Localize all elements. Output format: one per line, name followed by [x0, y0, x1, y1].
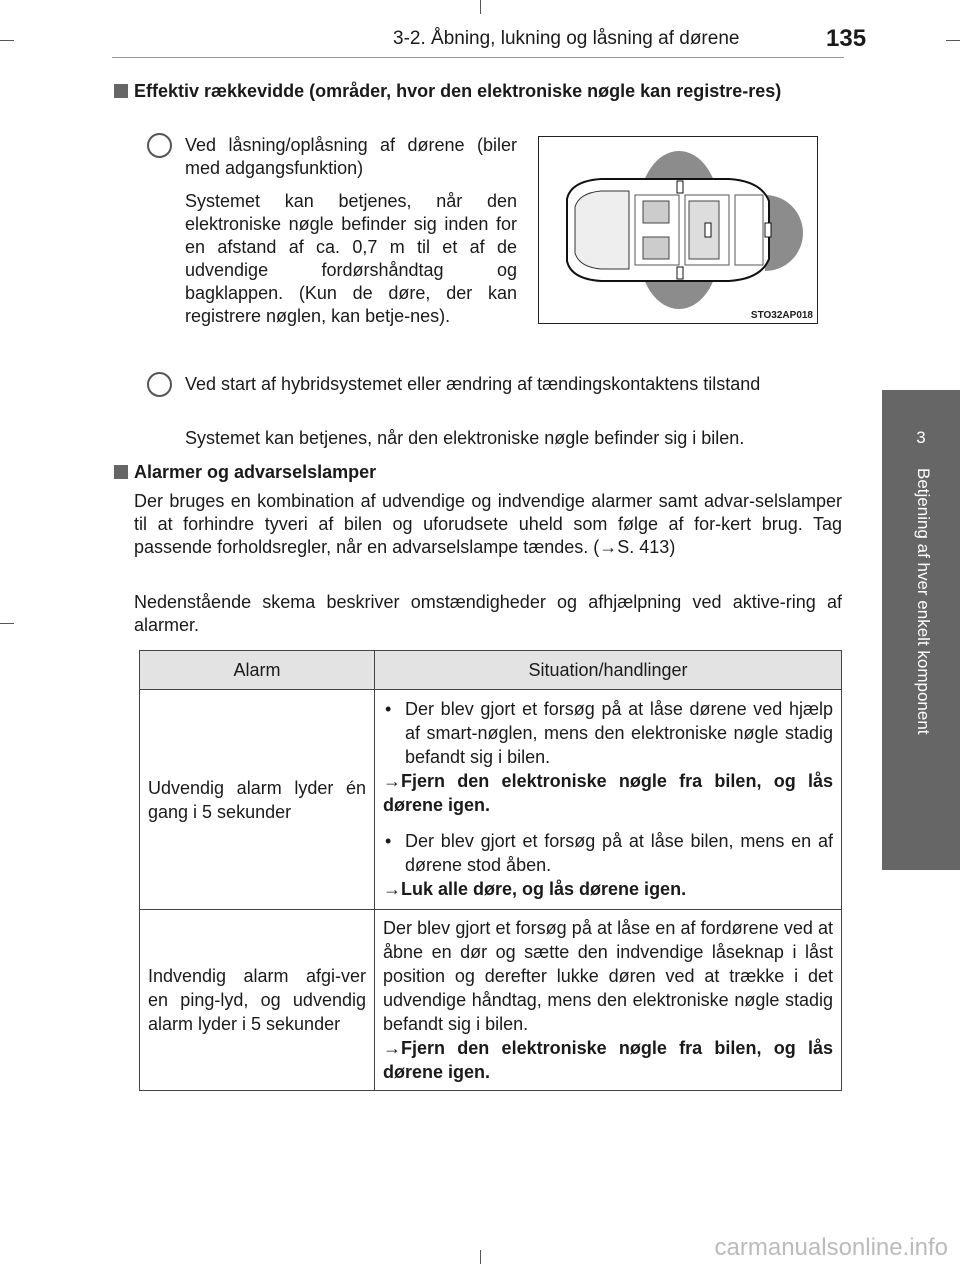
crop-mark [0, 40, 14, 41]
crop-mark [0, 623, 14, 624]
section-heading-alarms: Alarmer og advarselslamper [134, 462, 377, 482]
table-row [140, 690, 842, 910]
item1-title: Ved låsning/oplåsning af dørene (biler med adgangsfunktion) [185, 135, 517, 178]
alarm-table [139, 650, 842, 1091]
page-reference-link[interactable]: S. 413) [617, 537, 676, 557]
situation-bullet: • Der blev gjort et forsøg på at låse dørene ved hjælp af smart-nøglen, mens den elektroniske nøgle stadig befandt sig i bilen. [385, 698, 833, 767]
crop-mark [480, 0, 481, 14]
chapter-number: 3 [916, 428, 926, 447]
item2-title: Ved start af hybridsystemet eller ændring af tændingskontaktens tilstand [185, 374, 761, 394]
alarms-paragraph-1-text: Der bruges en kombination af udvendige og indvendige alarmer samt advar-selslamper til at forhindre tyveri af bilen og uforudsete uheld som følge af for-kert brug. Tag passende forholdsregler, når en advarselslampe tændes. [134, 491, 842, 557]
chapter-title: Betjening af hver enkelt komponent [914, 468, 933, 735]
situation-cell [375, 690, 842, 910]
item1-text: Systemet kan betjenes, når den elektroniske nøgle befinder sig inden for en afstand af ca. 0,7 m til et af de udvendige fordørshåndtag og bagklappen. (Kun de døre, der kan registrere nøglen, kan betje-nes). [185, 191, 517, 326]
item2-text: Systemet kan betjenes, når den elektroniske nøgle befinder sig i bilen. [185, 428, 745, 448]
action-text: →Fjern den elektroniske nøgle fra bilen, og lås dørene igen. [383, 770, 833, 815]
alarms-paragraph-1: Der bruges en kombination af udvendige og indvendige alarmer samt advar-selslamper til at forhindre tyveri af bilen og uforudsete uheld som følge af for-kert brug. Tag passende forholdsregler, når en advarselslampe tændes. (→S. 413) [134, 491, 842, 557]
page-number: 135 [826, 25, 867, 52]
action-text: →Luk alle døre, og lås dørene igen. [383, 878, 687, 899]
action-text: →Fjern den elektroniske nøgle fra bilen, og lås dørene igen. [383, 1038, 833, 1082]
situation-bullet: • Der blev gjort et forsøg på at låse bilen, mens en af dørene stod åben. [385, 830, 833, 875]
crop-mark [946, 40, 960, 41]
car-top-view-illustration [539, 137, 817, 323]
alarms-paragraph-2: Nedenstående skema beskriver omstændigheder og afhjælpning ved aktive-ring af alarmer. [134, 592, 842, 635]
action-arrow-icon: → [383, 770, 401, 791]
square-bullet-icon [114, 84, 128, 103]
alarm-cell: Udvendig alarm lyder én gang i 5 sekunder [140, 690, 375, 910]
footer-watermark-url: carmanualsonline.info [714, 1234, 948, 1261]
crop-mark [480, 1250, 481, 1264]
square-bullet-icon [114, 465, 128, 484]
action-arrow-icon: → [383, 1038, 401, 1058]
header-section-title: 3-2. Åbning, lukning og låsning af dørene [393, 28, 740, 49]
chapter-side-tab [882, 390, 960, 870]
chapter-title-wrap [882, 468, 960, 858]
situation-text: Der blev gjort et forsøg på at låse en af fordørene ved at åbne en dør og sætte den indvendige låseknap i låst position og derefter lukke døren ved at trække i det udvendige håndtag, mens den elektroniske nøgle stadig befandt sig i bilen. [383, 918, 833, 1034]
circle-bullet-icon [147, 372, 172, 397]
table-header-row [140, 651, 842, 690]
column-header-situation: Situation/handlinger [375, 651, 842, 690]
figure-code: STO32AP018 [750, 310, 813, 321]
circle-bullet-icon [147, 133, 172, 158]
column-header-alarm: Alarm [140, 651, 375, 690]
action-arrow-icon: → [383, 878, 401, 899]
situation-cell [375, 910, 842, 1091]
reference-arrow-icon: → [599, 537, 618, 557]
key-range-figure [538, 136, 818, 324]
section-heading-range: Effektiv rækkevidde (områder, hvor den elektroniske nøgle kan registre-res) [134, 81, 782, 101]
alarm-cell: Indvendig alarm afgi-ver en ping-lyd, og udvendig alarm lyder i 5 sekunder [140, 910, 375, 1091]
table-row [140, 910, 842, 1091]
header-rule [112, 57, 844, 58]
